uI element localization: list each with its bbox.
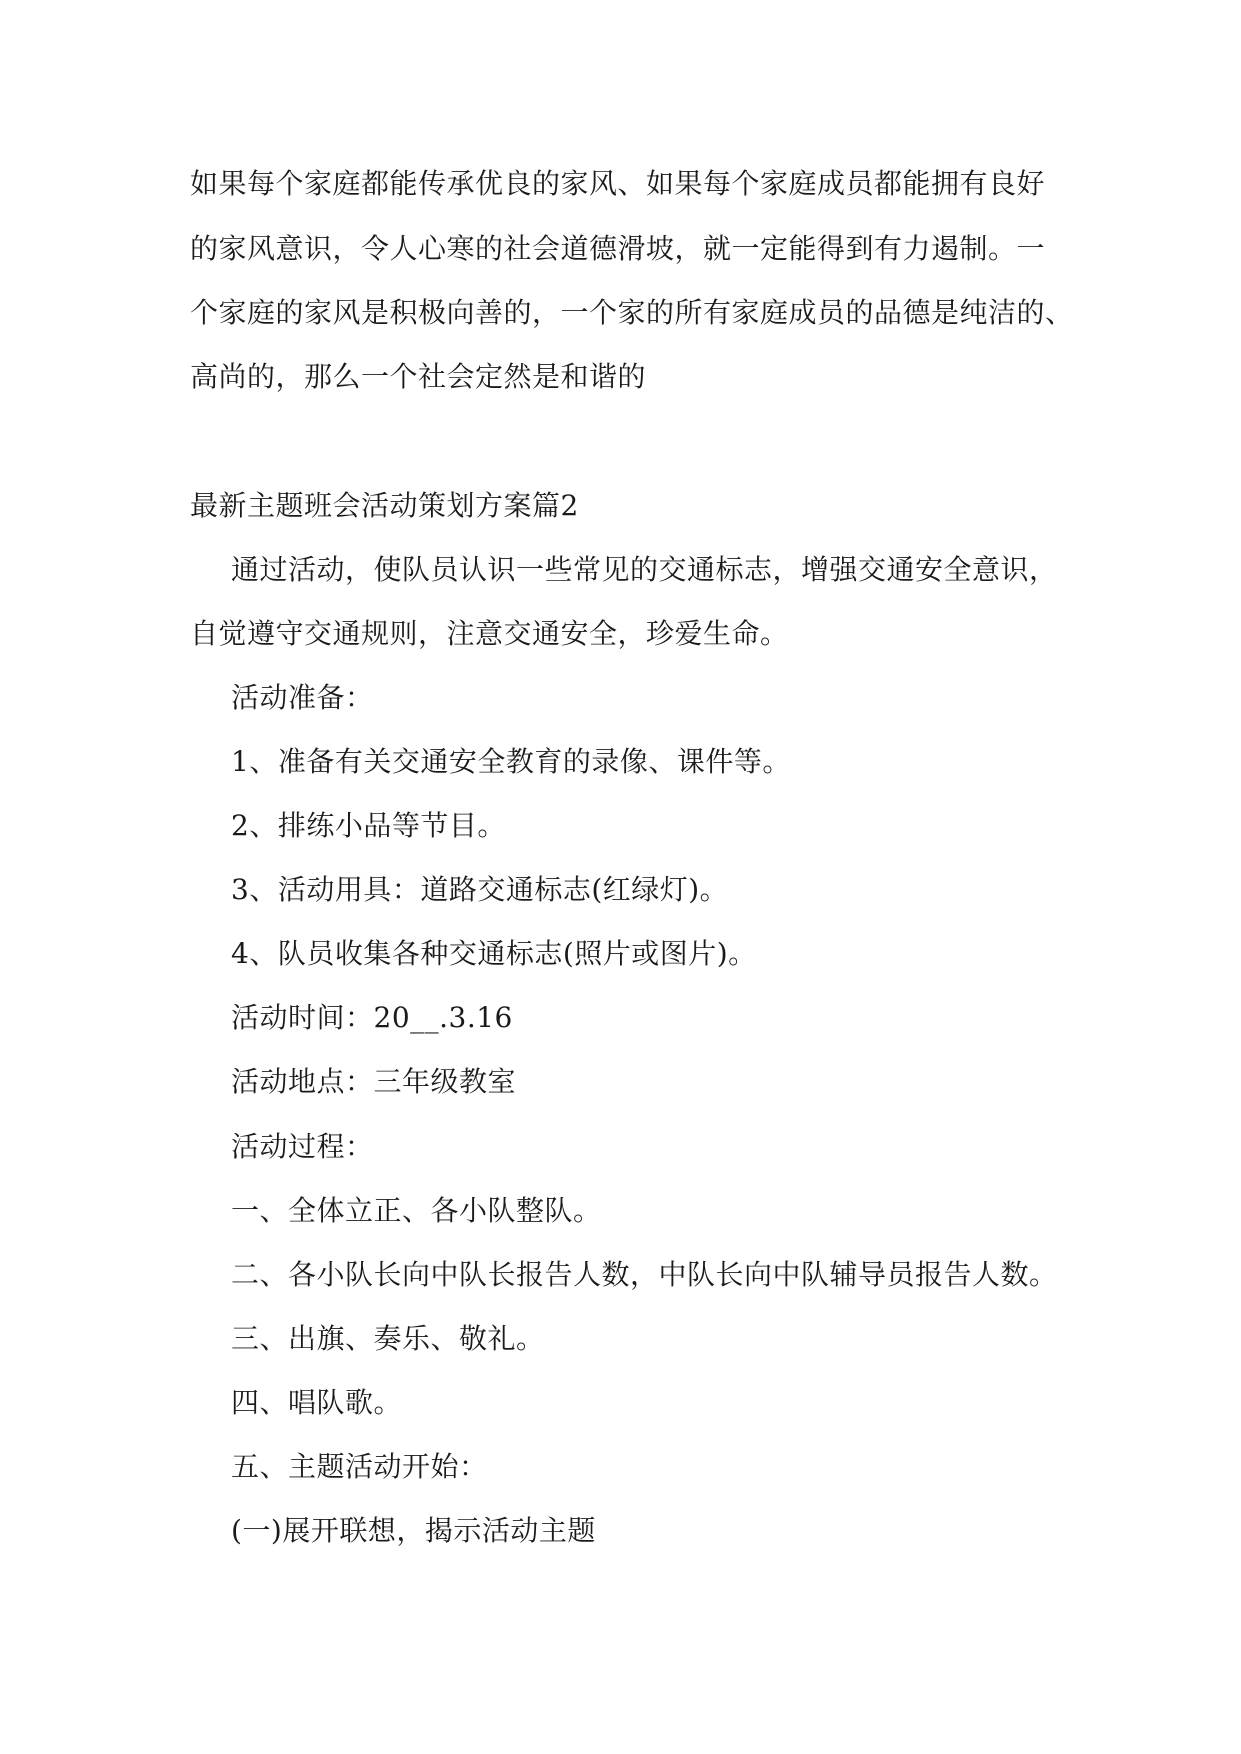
list-item: (一)展开联想，揭示活动主题 — [231, 1514, 596, 1547]
list-item: 一、全体立正、各小队整队。 — [231, 1194, 602, 1227]
section-title: 最新主题班会活动策划方案篇2 — [190, 489, 579, 522]
list-item: 活动过程： — [231, 1130, 374, 1163]
list-item: 三、出旗、奏乐、敬礼。 — [231, 1322, 545, 1355]
list-item: 1、准备有关交通安全教育的录像、课件等。 — [231, 745, 791, 778]
list-item: 活动准备： — [231, 681, 374, 714]
list-item: 五、主题活动开始： — [231, 1450, 488, 1483]
paragraph-line: 个家庭的家风是积极向善的，一个家的所有家庭成员的品德是纯洁的、 — [190, 296, 1074, 329]
list-item: 活动地点：三年级教室 — [231, 1065, 517, 1098]
paragraph-line: 高尚的，那么一个社会定然是和谐的 — [190, 360, 647, 393]
intro-line: 通过活动，使队员认识一些常见的交通标志，增强交通安全意识， — [231, 553, 1058, 586]
paragraph-line: 的家风意识，令人心寒的社会道德滑坡，就一定能得到有力遏制。一 — [190, 232, 1046, 265]
list-item: 4、队员收集各种交通标志(照片或图片)。 — [231, 937, 757, 970]
list-item: 活动时间：20__.3.16 — [231, 1001, 513, 1034]
intro-line: 自觉遵守交通规则，注意交通安全，珍爱生命。 — [190, 617, 789, 650]
list-item: 二、各小队长向中队长报告人数，中队长向中队辅导员报告人数。 — [231, 1258, 1058, 1291]
list-item: 2、排练小品等节目。 — [231, 809, 506, 842]
paragraph-line: 如果每个家庭都能传承优良的家风、如果每个家庭成员都能拥有良好 — [190, 167, 1046, 200]
list-item: 四、唱队歌。 — [231, 1386, 403, 1419]
list-item: 3、活动用具：道路交通标志(红绿灯)。 — [231, 873, 729, 906]
